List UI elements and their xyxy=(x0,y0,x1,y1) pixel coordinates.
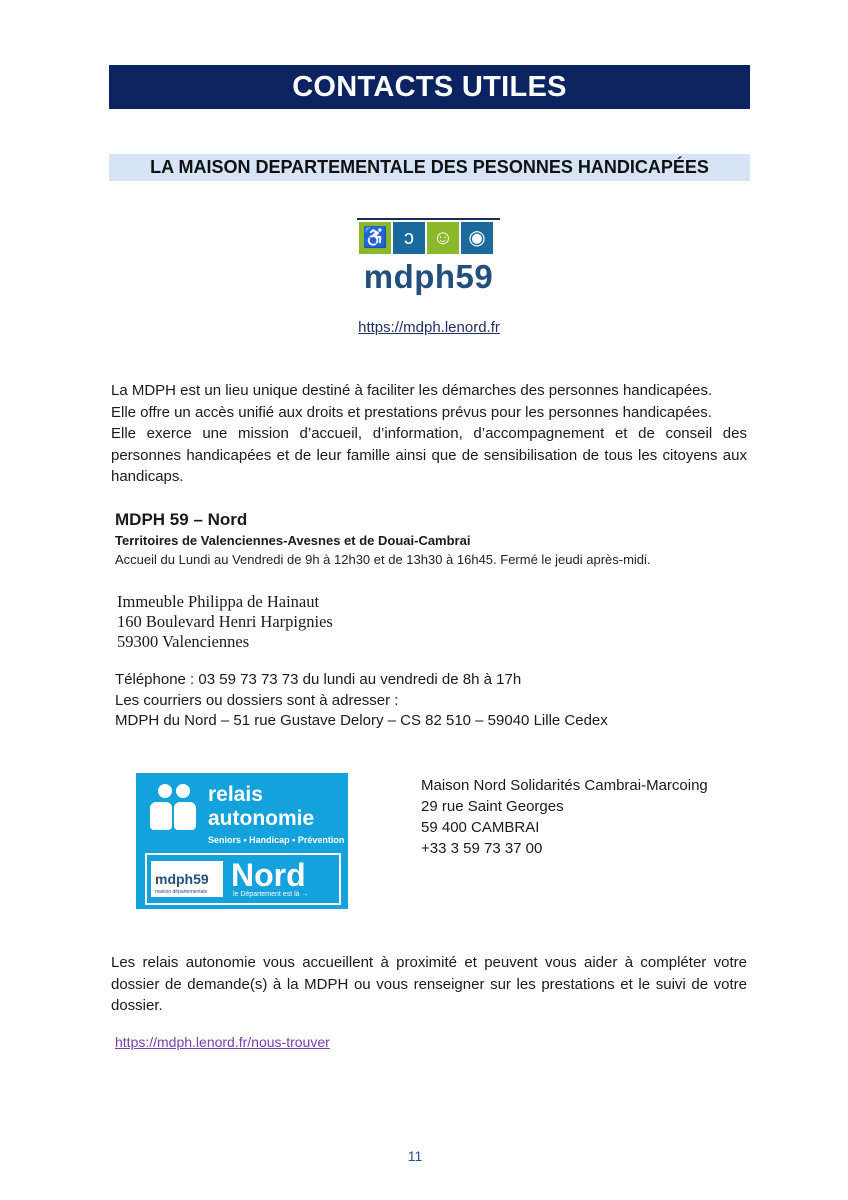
nord-text: Nord xyxy=(231,857,306,893)
intro-line: La MDPH est un lieu unique destiné à faciliter les démarches des personnes handicapées. xyxy=(111,382,713,399)
relais-logo-line2: autonomie xyxy=(208,807,315,830)
mail-address-line: MDPH du Nord – 51 rue Gustave Delory – CS 82 510 – 59040 Lille Cedex xyxy=(115,712,608,729)
office-hours: Accueil du Lundi au Vendredi de 9h à 12h30 et de 13h30 à 16h45. Fermé le jeudi après-midi. xyxy=(115,552,651,567)
mdph-website-link[interactable]: https://mdph.lenord.fr xyxy=(358,319,500,336)
nord-tagline: le Département est là → xyxy=(233,891,309,898)
intro-line: Elle offre un accès unifié aux droits et prestations prévus pour les personnes handicapées. xyxy=(111,403,712,421)
address-line: 59300 Valenciennes xyxy=(117,632,250,651)
relais-address-line: Maison Nord Solidarités Cambrai-Marcoing xyxy=(421,777,708,794)
mini-mdph-sub: maison départementale xyxy=(155,889,208,895)
phone-line: Téléphone : 03 59 73 73 73 du lundi au vendredi de 8h à 17h xyxy=(115,671,522,688)
mini-mdph-logo xyxy=(151,861,223,897)
relais-paragraph: Les relais autonomie vous accueillent à proximité et peuvent vous aider à compléter votre dossier de demande(s) à la MDPH ou vous renseigner sur les prestations et le suivi de votre dossier. xyxy=(111,954,747,1014)
eye-icon: ◉ xyxy=(461,222,493,254)
office-territories: Territoires de Valenciennes-Avesnes et de Douai-Cambrai xyxy=(115,533,471,548)
office-title: MDPH 59 – Nord xyxy=(115,510,248,529)
mdph59-wordmark: mdph59 xyxy=(363,258,494,295)
intro-line: Elle exerce une mission d’accueil, d’information, d’accompagnement et de conseil des personnes handicapées et de leur famille ainsi que de sensibilisation de tous les citoyens aux handicaps. xyxy=(111,425,747,485)
relais-address-line: 29 rue Saint Georges xyxy=(421,798,564,815)
relais-logo-line3: Seniors • Handicap • Prévention xyxy=(208,835,345,845)
page-number: 11 xyxy=(407,1148,423,1164)
address-line: 160 Boulevard Henri Harpignies xyxy=(117,612,333,631)
logo-tiles xyxy=(359,222,493,254)
people-icon xyxy=(146,782,198,832)
ear-icon: ↄ xyxy=(393,222,425,254)
relais-phone: +33 3 59 73 37 00 xyxy=(421,840,543,857)
page-banner: CONTACTS UTILES xyxy=(109,65,750,109)
section-title: LA MAISON DEPARTEMENTALE DES PESONNES HANDICAPÉES xyxy=(109,154,750,181)
office-contact xyxy=(115,670,608,732)
address-line: Immeuble Philippa de Hainaut xyxy=(117,592,320,611)
relais-autonomie-logo xyxy=(136,773,348,909)
office-address xyxy=(117,592,333,652)
relais-address-line: 59 400 CAMBRAI xyxy=(421,819,540,836)
mdph59-logo xyxy=(357,218,500,302)
nord-badge xyxy=(145,853,341,905)
logo-rule xyxy=(357,218,500,220)
intro-paragraph xyxy=(111,380,747,488)
wheelchair-icon: ♿ xyxy=(359,222,391,254)
relais-address xyxy=(421,775,708,859)
mini-mdph-text: mdph59 xyxy=(155,871,209,887)
mail-line: Les courriers ou dossiers sont à adresser : xyxy=(115,691,399,709)
find-us-link[interactable]: https://mdph.lenord.fr/nous-trouver xyxy=(115,1034,330,1050)
mask-icon: ☺ xyxy=(427,222,459,254)
relais-logo-line1: relais xyxy=(208,783,263,806)
